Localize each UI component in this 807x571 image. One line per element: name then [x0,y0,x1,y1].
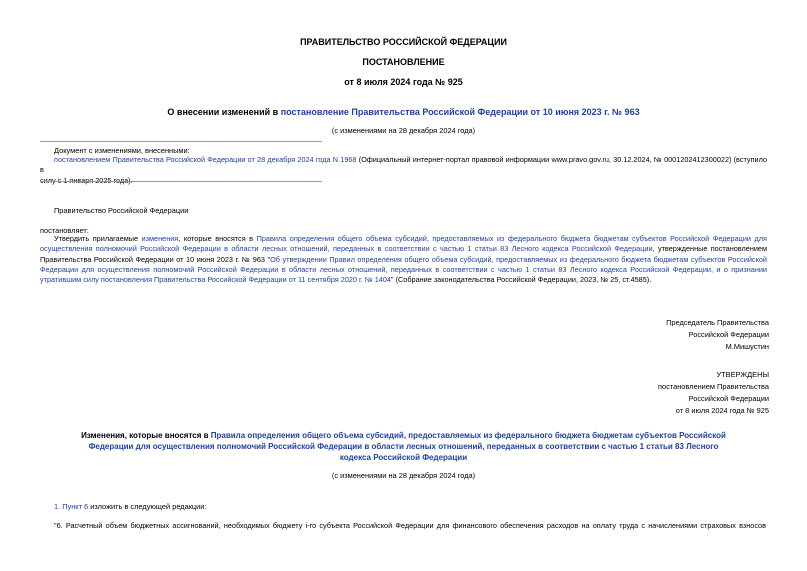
changes-rest-1: (Официальный интернет-портал правовой информации www.pravo.gov.ru, 30.12.2024, № 0001202412300022) (вступило в [40,155,767,175]
bottom-divider [40,181,322,182]
approved-line-4: от 8 июля 2024 года № 925 [675,406,769,415]
changes-heading-link-3[interactable]: кодекса Российской Федерации [339,453,468,462]
item-1-text: изложить в следующей редакции: [88,502,207,511]
signature-name: М.Мишустин [725,342,769,351]
document-type: ПОСТАНОВЛЕНИЕ [362,57,445,67]
p1-link-approval[interactable]: Об утверждении Правил определения общего объема субсидий, предоставляемых из федерального бюджета бюджетам субъектов Российской Федерации для осуществления полномочий Российской Федерации в области лесных отношений, переданных в соответствии с частью 1 статьи 83 Лесного кодекса Российской Федерации, и о признании утратившим силу постановления Правительства Российской Федерации от 11 сентября 2020 г. № 1404 [40,254,767,285]
changes-heading-prefix: Изменения, которые вносятся в [81,431,211,440]
signature-line-2: Российской Федерации [688,330,769,339]
approved-line-3: Российской Федерации [688,394,769,403]
government-heading: ПРАВИТЕЛЬСТВО РОССИЙСКОЙ ФЕДЕРАЦИИ [300,37,507,47]
changes-heading [0,430,807,463]
item-6-text: "6. Расчетный объем бюджетных ассигнований, необходимых бюджету i-го субъекта Российской Федерации для финансового обеспечения расходов на оплату труда с начислениями страховых взносов [54,521,766,530]
signature-line-1: Председатель Правительства [666,318,769,327]
changes-intro: Документ с изменениями, внесенными: [54,146,190,155]
p1-link-changes[interactable]: изменения [141,234,179,243]
amendment-note-2: (с изменениями на 28 декабря 2024 года) [331,471,476,480]
item-1 [54,502,206,511]
approved-block [658,369,769,417]
amendment-note: (с изменениями на 28 декабря 2024 года) [331,126,476,135]
decrees-line: постановляет: [40,226,89,235]
changes-rest-2: силу с 1 января 2025 года). [40,175,133,185]
title-prefix: О внесении изменений в [167,107,281,117]
top-divider [40,141,322,142]
document-title [0,107,807,117]
changes-heading-link-2[interactable]: Федерации для осуществления полномочий Российской Федерации в области лесных отношений, переданных в соответствии с частью 1 статьи 83 Лесного [88,442,719,451]
p1-text-4: " (Собрание законодательства Российской Федерации, 2023, № 25, ст.4585). [390,275,652,285]
approved-line-2: постановлением Правительства [658,382,769,391]
p1-text-2: , которые вносятся в [178,234,257,243]
changes-link[interactable]: постановлением Правительства Российской Федерации от 28 декабря 2024 года N 1968 [54,155,357,164]
p1-text-3: , утвержденные постановлением Правительства Российской Федерации от 10 июня 2023 г. № 963 " [40,244,768,264]
changes-heading-link-1[interactable]: Правила определения общего объема субсидий, предоставляемых из федерального бюджета бюджетам субъектов Российской [210,431,726,440]
approved-line-1: УТВЕРЖДЕНЫ [716,370,769,379]
p1-link-rules[interactable]: Правила определения общего объема субсидий, предоставляемых из федерального бюджета бюджетам субъектов Российской Федерации для осуществления полномочий Российской Федерации в области лесных отношений, переданных в соответствии с частью 1 статьи 83 Лесного кодекса Российской Федерации [40,234,767,254]
signature-block [666,317,769,353]
decree-paragraph-1 [40,234,767,285]
document-date-number: от 8 июля 2024 года № 925 [344,77,463,87]
item-1-link[interactable]: 1. Пункт 6 [54,502,89,511]
government-line: Правительство Российской Федерации [54,206,189,215]
p1-text-1: Утвердить прилагаемые [54,234,142,243]
title-link[interactable]: постановление Правительства Российской Федерации от 10 июня 2023 г. № 963 [280,107,640,117]
